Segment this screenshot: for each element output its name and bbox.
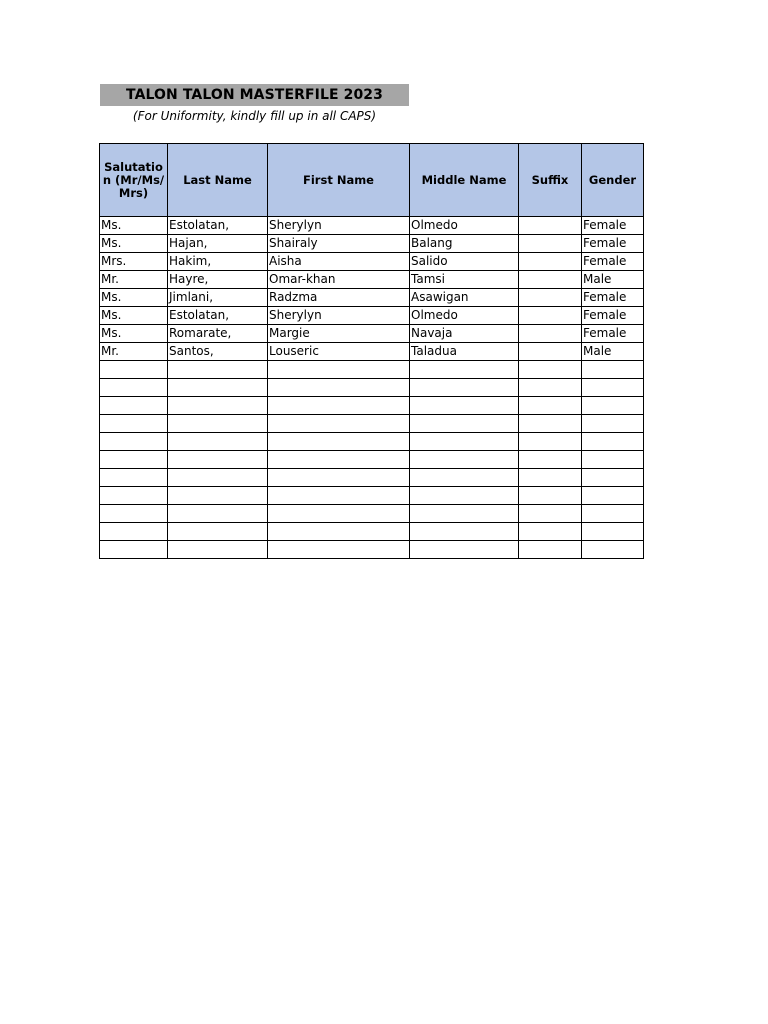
first-name-cell[interactable] <box>268 505 410 523</box>
last-name-cell[interactable] <box>168 541 268 559</box>
middle-name-cell[interactable] <box>410 361 519 379</box>
gender-cell[interactable]: Female <box>582 217 644 235</box>
first-name-cell[interactable] <box>268 487 410 505</box>
gender-cell[interactable] <box>582 433 644 451</box>
table-row <box>100 325 644 343</box>
table-row <box>100 235 644 253</box>
middle-name-cell[interactable] <box>410 541 519 559</box>
middle-name-cell[interactable]: Olmedo <box>410 217 519 235</box>
middle-name-cell[interactable] <box>410 433 519 451</box>
salutation-cell[interactable] <box>100 379 168 397</box>
suffix-cell[interactable] <box>519 415 582 433</box>
gender-cell[interactable]: Female <box>582 289 644 307</box>
first-name-cell[interactable]: Shairaly <box>268 235 410 253</box>
middle-name-cell[interactable] <box>410 451 519 469</box>
suffix-cell[interactable] <box>519 505 582 523</box>
gender-cell[interactable] <box>582 469 644 487</box>
last-name-cell[interactable]: Santos, <box>168 343 268 361</box>
first-name-cell[interactable] <box>268 379 410 397</box>
last-name-cell[interactable]: Hayre, <box>168 271 268 289</box>
first-name-cell[interactable]: Louseric <box>268 343 410 361</box>
gender-cell[interactable] <box>582 523 644 541</box>
suffix-cell[interactable] <box>519 361 582 379</box>
gender-cell[interactable]: Male <box>582 271 644 289</box>
middle-name-cell[interactable]: Taladua <box>410 343 519 361</box>
first-name-cell[interactable] <box>268 523 410 541</box>
salutation-cell[interactable]: Ms. <box>100 325 168 343</box>
table-row <box>100 253 644 271</box>
salutation-cell[interactable]: Ms. <box>100 235 168 253</box>
table-row <box>100 271 644 289</box>
salutation-cell[interactable] <box>100 505 168 523</box>
last-name-cell[interactable] <box>168 415 268 433</box>
suffix-cell[interactable] <box>519 289 582 307</box>
middle-name-cell[interactable] <box>410 487 519 505</box>
suffix-cell[interactable] <box>519 325 582 343</box>
salutation-cell[interactable]: Mr. <box>100 343 168 361</box>
table-row <box>100 415 644 433</box>
gender-cell[interactable] <box>582 541 644 559</box>
first-name-cell[interactable]: Sherylyn <box>268 217 410 235</box>
middle-name-cell[interactable] <box>410 379 519 397</box>
first-name-cell[interactable]: Omar-khan <box>268 271 410 289</box>
gender-cell[interactable]: Female <box>582 325 644 343</box>
gender-cell[interactable]: Female <box>582 253 644 271</box>
table-row <box>100 217 644 235</box>
salutation-cell[interactable] <box>100 541 168 559</box>
table-row <box>100 541 644 559</box>
suffix-cell[interactable] <box>519 379 582 397</box>
first-name-cell[interactable]: Aisha <box>268 253 410 271</box>
last-name-cell[interactable] <box>168 379 268 397</box>
middle-name-cell[interactable]: Olmedo <box>410 307 519 325</box>
salutation-cell[interactable]: Mrs. <box>100 253 168 271</box>
table-row <box>100 379 644 397</box>
salutation-cell[interactable]: Mr. <box>100 271 168 289</box>
last-name-cell[interactable]: Estolatan, <box>168 217 268 235</box>
last-name-cell[interactable]: Estolatan, <box>168 307 268 325</box>
first-name-cell[interactable] <box>268 415 410 433</box>
middle-name-cell[interactable] <box>410 523 519 541</box>
last-name-cell[interactable] <box>168 487 268 505</box>
suffix-cell[interactable] <box>519 217 582 235</box>
middle-name-cell[interactable]: Tamsi <box>410 271 519 289</box>
table-header-row <box>100 144 644 217</box>
suffix-cell[interactable] <box>519 307 582 325</box>
middle-name-cell[interactable] <box>410 469 519 487</box>
last-name-cell[interactable]: Romarate, <box>168 325 268 343</box>
middle-name-cell[interactable] <box>410 397 519 415</box>
header-suffix: Suffix <box>519 144 582 217</box>
suffix-cell[interactable] <box>519 433 582 451</box>
middle-name-cell[interactable] <box>410 505 519 523</box>
table-row <box>100 289 644 307</box>
salutation-cell[interactable] <box>100 487 168 505</box>
salutation-cell[interactable] <box>100 433 168 451</box>
table-body <box>100 217 644 559</box>
middle-name-cell[interactable]: Salido <box>410 253 519 271</box>
last-name-cell[interactable] <box>168 397 268 415</box>
last-name-cell[interactable] <box>168 505 268 523</box>
table-row <box>100 505 644 523</box>
suffix-cell[interactable] <box>519 235 582 253</box>
gender-cell[interactable]: Female <box>582 235 644 253</box>
salutation-cell[interactable]: Ms. <box>100 217 168 235</box>
suffix-cell[interactable] <box>519 253 582 271</box>
first-name-cell[interactable] <box>268 451 410 469</box>
first-name-cell[interactable]: Radzma <box>268 289 410 307</box>
suffix-cell[interactable] <box>519 271 582 289</box>
masterfile-table <box>99 143 644 559</box>
last-name-cell[interactable] <box>168 523 268 541</box>
suffix-cell[interactable] <box>519 523 582 541</box>
salutation-cell[interactable]: Ms. <box>100 289 168 307</box>
table-row <box>100 487 644 505</box>
last-name-cell[interactable] <box>168 469 268 487</box>
last-name-cell[interactable]: Hajan, <box>168 235 268 253</box>
gender-cell[interactable] <box>582 415 644 433</box>
first-name-cell[interactable] <box>268 433 410 451</box>
gender-cell[interactable] <box>582 451 644 469</box>
table-row <box>100 307 644 325</box>
last-name-cell[interactable]: Hakim, <box>168 253 268 271</box>
table-row <box>100 451 644 469</box>
table-row <box>100 469 644 487</box>
suffix-cell[interactable] <box>519 451 582 469</box>
salutation-cell[interactable] <box>100 523 168 541</box>
header-middle-name: Middle Name <box>410 144 519 217</box>
salutation-cell[interactable] <box>100 451 168 469</box>
last-name-cell[interactable] <box>168 433 268 451</box>
header-first-name: First Name <box>268 144 410 217</box>
first-name-cell[interactable] <box>268 469 410 487</box>
middle-name-cell[interactable] <box>410 415 519 433</box>
suffix-cell[interactable] <box>519 487 582 505</box>
last-name-cell[interactable]: Jimlani, <box>168 289 268 307</box>
salutation-cell[interactable] <box>100 415 168 433</box>
first-name-cell[interactable]: Sherylyn <box>268 307 410 325</box>
middle-name-cell[interactable]: Balang <box>410 235 519 253</box>
header-salutation: Salutation (Mr/Ms/Mrs) <box>100 144 168 217</box>
gender-cell[interactable]: Male <box>582 343 644 361</box>
document-title: TALON TALON MASTERFILE 2023 <box>100 84 409 106</box>
header-last-name: Last Name <box>168 144 268 217</box>
header-gender: Gender <box>582 144 644 217</box>
gender-cell[interactable] <box>582 505 644 523</box>
table-row <box>100 343 644 361</box>
middle-name-cell[interactable]: Navaja <box>410 325 519 343</box>
table-row <box>100 523 644 541</box>
document-subtitle: (For Uniformity, kindly fill up in all CAPS) <box>132 109 377 123</box>
first-name-cell[interactable]: Margie <box>268 325 410 343</box>
first-name-cell[interactable] <box>268 541 410 559</box>
salutation-cell[interactable] <box>100 361 168 379</box>
middle-name-cell[interactable]: Asawigan <box>410 289 519 307</box>
table-row <box>100 397 644 415</box>
salutation-cell[interactable] <box>100 397 168 415</box>
table-row <box>100 433 644 451</box>
suffix-cell[interactable] <box>519 397 582 415</box>
gender-cell[interactable] <box>582 487 644 505</box>
last-name-cell[interactable] <box>168 451 268 469</box>
last-name-cell[interactable] <box>168 361 268 379</box>
salutation-cell[interactable] <box>100 469 168 487</box>
table-row <box>100 361 644 379</box>
gender-cell[interactable] <box>582 397 644 415</box>
suffix-cell[interactable] <box>519 343 582 361</box>
gender-cell[interactable]: Female <box>582 307 644 325</box>
gender-cell[interactable] <box>582 361 644 379</box>
first-name-cell[interactable] <box>268 397 410 415</box>
first-name-cell[interactable] <box>268 361 410 379</box>
suffix-cell[interactable] <box>519 469 582 487</box>
salutation-cell[interactable]: Ms. <box>100 307 168 325</box>
gender-cell[interactable] <box>582 379 644 397</box>
suffix-cell[interactable] <box>519 541 582 559</box>
